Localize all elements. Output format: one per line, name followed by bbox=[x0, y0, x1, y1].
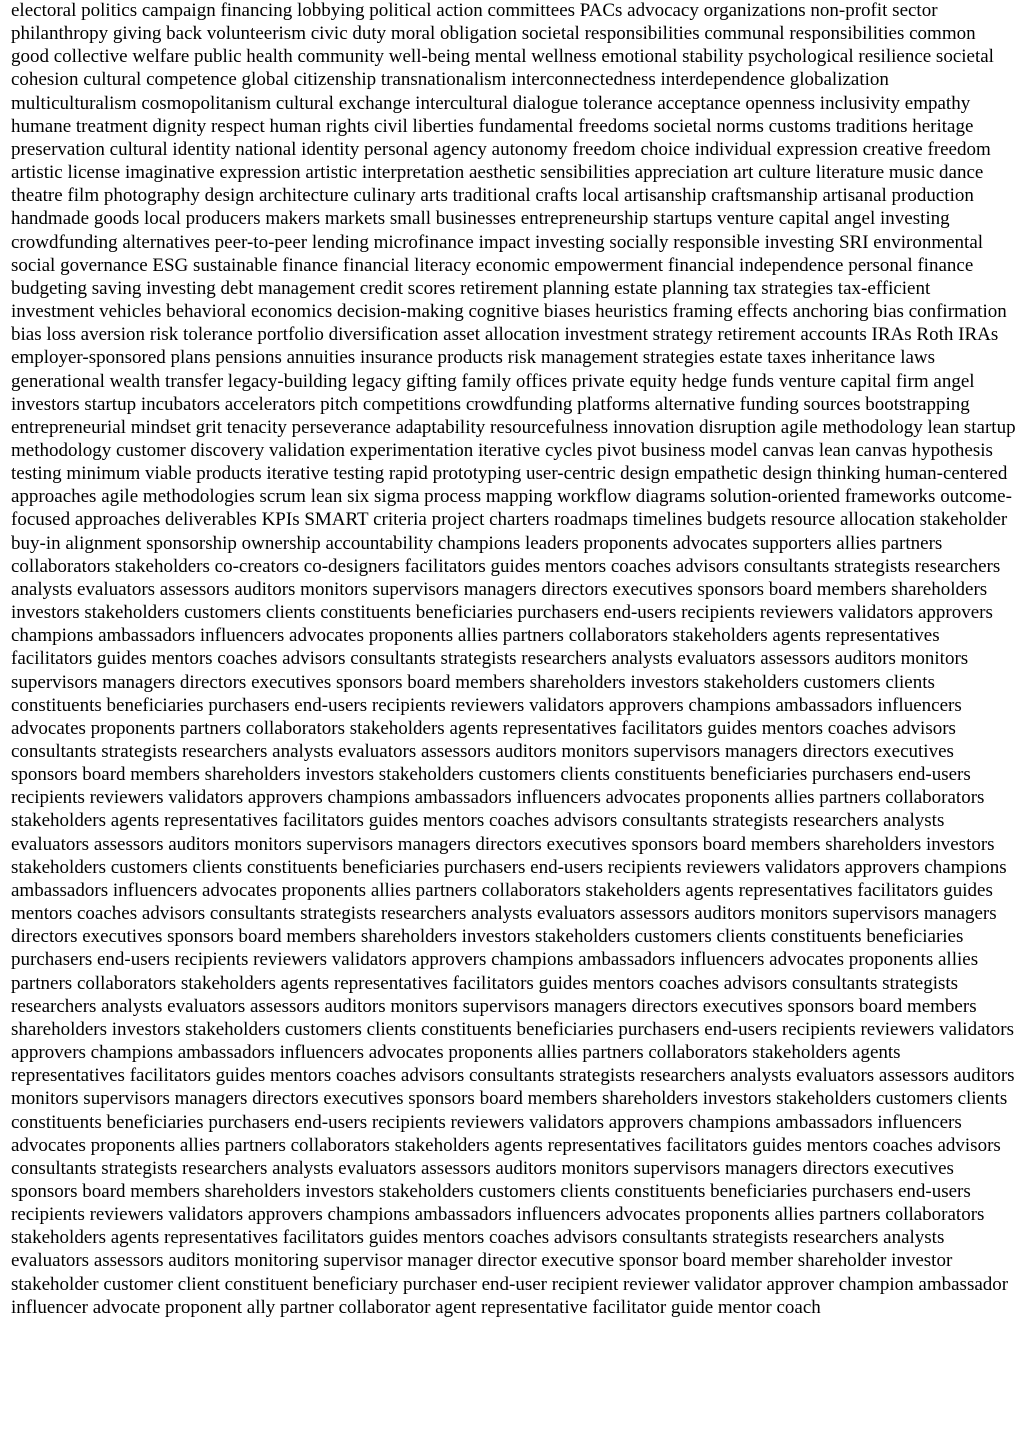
text-line: ambassador influencer advocate proponent ally partner collaborator agent representative facilitator guide mentor coach bbox=[11, 1273, 1009, 1318]
text-line: responsibilities common good collective welfare public health community well-being mental wellness emotional stability bbox=[11, 23, 976, 68]
text-line: strategists researchers analysts evaluators assessors auditors monitors supervisors managers directors executives bbox=[11, 648, 969, 693]
text-line: assessors auditors monitors supervisors managers directors executives sponsors board members shareholders investors bbox=[11, 1065, 1015, 1110]
text-line: resourcefulness innovation disruption agile methodology lean startup methodology customer discovery validation bbox=[11, 416, 1016, 461]
text-line: validators approvers champions ambassadors influencers advocates proponents allies partners collaborators stakeholders bbox=[11, 856, 1007, 901]
text-line: estate taxes inheritance laws generational wealth transfer legacy-building legacy gifting family offices private equity bbox=[11, 347, 936, 392]
text-line: assessors auditors monitoring supervisor manager director executive sponsor board member shareholder investor bbox=[93, 1250, 953, 1272]
text-line: alternatives peer-to-peer lending microfinance impact investing socially responsible investing SRI environmental social bbox=[11, 231, 984, 276]
text-line: governance ESG sustainable finance financial literacy economic empowerment financial independence personal finance bbox=[60, 254, 974, 276]
text-line: representatives facilitators guides mentors coaches advisors consultants strategists researchers analysts evaluators bbox=[11, 1227, 945, 1272]
text-line: champions ambassadors influencers advocates proponents allies partners collaborators stakeholders agents bbox=[11, 949, 979, 994]
text-line: stakeholders customers clients constituents beneficiaries purchasers end-users recipients reviewers validators approvers bbox=[11, 1088, 1008, 1133]
text-line: sponsors board members shareholders investors stakeholders customers clients constituents beneficiaries purchasers end- bbox=[11, 671, 935, 716]
text-line: architecture culinary arts traditional crafts local artisanship craftsmanship artisanal production handmade goods local bbox=[11, 185, 974, 230]
text-line: collaborators stakeholders agents representatives facilitators guides mentors coaches advisors consultants strategists bbox=[11, 717, 956, 762]
text-line: assessors auditors monitors supervisors managers directors executives sponsors board members shareholders investors bbox=[11, 995, 977, 1040]
text-line: stakeholder buy-in alignment sponsorship ownership accountability champions leaders proponents advocates supporters bbox=[11, 509, 1008, 554]
text-line: assessors auditors monitors supervisors managers directors executives sponsors board members shareholders investors bbox=[11, 903, 997, 948]
text-line: accounts IRAs Roth IRAs employer-sponsored plans pensions annuities insurance products risk management strategies bbox=[11, 324, 999, 369]
text-line: representatives facilitators guides mentors coaches advisors consultants strategists researchers analysts evaluators bbox=[11, 1134, 1001, 1179]
text-line: budgeting saving investing debt management credit scores retirement planning estate planning tax strategies tax-efficient bbox=[11, 277, 931, 299]
text-line: representatives facilitators guides mentors coaches advisors consultants strategists researchers analysts evaluators bbox=[11, 972, 959, 1017]
text-line: freedoms societal norms customs traditions heritage preservation cultural identity national identity personal agency bbox=[11, 115, 974, 160]
text-line: methodologies scrum lean six sigma process mapping workflow diagrams solution-oriented frameworks outcome- bbox=[142, 486, 1012, 508]
text-line: platforms alternative funding sources bootstrapping entrepreneurial mindset grit tenacity perseverance adaptability bbox=[11, 393, 970, 438]
text-line: executives sponsors board members shareholders investors stakeholders customers clients constituents beneficiaries bbox=[11, 578, 988, 624]
text-line: investment vehicles behavioral economics decision-making cognitive biases heuristics framing effects anchoring bias bbox=[11, 301, 904, 323]
text-line: hedge funds venture capital firm angel investors startup incubators accelerators pitch competitions crowdfunding bbox=[11, 370, 975, 415]
text-line: confirmation bias loss aversion risk tolerance portfolio diversification asset allocation investment strategy retirement bbox=[11, 301, 1007, 346]
text-line: acceptance openness inclusivity empathy humane treatment dignity respect human rights civil liberties fundamental bbox=[11, 92, 971, 137]
text-line: analysts evaluators assessors auditors monitors supervisors managers directors executives sponsors board members bbox=[11, 810, 945, 855]
text-line: consultants strategists researchers analysts evaluators assessors auditors monitors supervisors managers directors bbox=[11, 555, 1001, 600]
text-line: champions ambassadors influencers advocates proponents allies partners collaborators stakeholders agents bbox=[90, 1042, 901, 1064]
text-line: psychological resilience societal cohesion cultural competence global citizenship transnationalism interconnectedness bbox=[11, 46, 994, 91]
text-line: champions ambassadors influencers advocates proponents allies partners collaborators stakeholders agents bbox=[11, 1111, 962, 1156]
text-line: sector philanthropy giving back volunteerism civic duty moral obligation societal responsibilities communal bbox=[11, 0, 938, 45]
text-line: experimentation iterative cycles pivot business model canvas lean canvas hypothesis testing minimum viable products bbox=[11, 439, 993, 485]
text-line: stakeholders customers clients constituents beneficiaries purchasers end-users recipients reviewers validators approvers bbox=[11, 926, 964, 971]
text-line: stakeholders agents representatives facilitators guides mentors coaches advisors consultants strategists researchers bbox=[11, 810, 879, 832]
text-line: agents representatives facilitators guides mentors coaches advisors consultants strategists researchers analysts evaluators bbox=[11, 879, 993, 925]
text-line: researchers analysts evaluators assessors auditors monitors supervisors managers directors executives sponsors board bbox=[11, 741, 954, 786]
text-line: stakeholders customers clients constituents beneficiaries purchasers end-users recipients reviewers validators approvers bbox=[11, 1180, 971, 1226]
text-line: users recipients reviewers validators approvers champions ambassadors influencers advocates proponents partners bbox=[11, 694, 962, 739]
text-line: purchasers end-users recipients reviewers validators approvers champions ambassadors influencers advocates proponents bbox=[11, 602, 993, 647]
text-line: assessors auditors monitors supervisors managers directors executives sponsors board members shareholders investors bbox=[11, 1157, 954, 1202]
text-line: members shareholders investors stakeholders customers clients constituents beneficiaries purchasers end-users recipients bbox=[11, 764, 971, 809]
text-line: interpretation aesthetic sensibilities appreciation art culture literature music dance theatre film photography design bbox=[11, 162, 984, 207]
text-line: focused approaches deliverables KPIs SMART criteria project charters roadmaps timelines budgets resource allocation bbox=[11, 509, 915, 531]
text-line: electoral politics campaign financing lobbying political action committees PACs advocacy organizations non-profit bbox=[11, 0, 888, 21]
text-line: iterative testing rapid prototyping user-centric design empathetic design thinking human-centered approaches agile bbox=[11, 463, 1008, 508]
text-line: representatives facilitators guides mentors coaches advisors consultants strategists researchers analysts evaluators bbox=[11, 1065, 875, 1087]
text-line: allies partners collaborators stakeholders agents representatives facilitators guides mentors coaches advisors consultants bbox=[11, 625, 940, 670]
text-line: stakeholders customers clients constituents beneficiaries purchasers end-users recipients reviewers validators approvers bbox=[11, 1018, 1014, 1064]
text-line: reviewers validators approvers champions ambassadors influencers advocates proponents allies partners collaborators bbox=[89, 787, 985, 809]
text-line: stakeholder customer client constituent beneficiary purchaser end-user recipient reviewer validator approver champion bbox=[11, 1273, 914, 1295]
text-line: allies partners collaborators stakeholders co-creators co-designers facilitators guides mentors coaches advisors bbox=[11, 532, 943, 577]
text-line: producers makers markets small businesses entrepreneurship startups venture capital angel investing crowdfunding bbox=[11, 208, 950, 253]
text-line: shareholders investors stakeholders customers clients constituents beneficiaries purchasers end-users recipients reviewers bbox=[11, 833, 995, 878]
text-line: autonomy freedom choice individual expression creative freedom artistic license imaginative expression artistic bbox=[11, 138, 991, 184]
text-line: interdependence globalization multiculturalism cosmopolitanism cultural exchange intercultural dialogue tolerance bbox=[11, 69, 889, 114]
text-line: champions ambassadors influencers advocates proponents allies partners collaborators stakeholders agents bbox=[11, 1204, 985, 1249]
